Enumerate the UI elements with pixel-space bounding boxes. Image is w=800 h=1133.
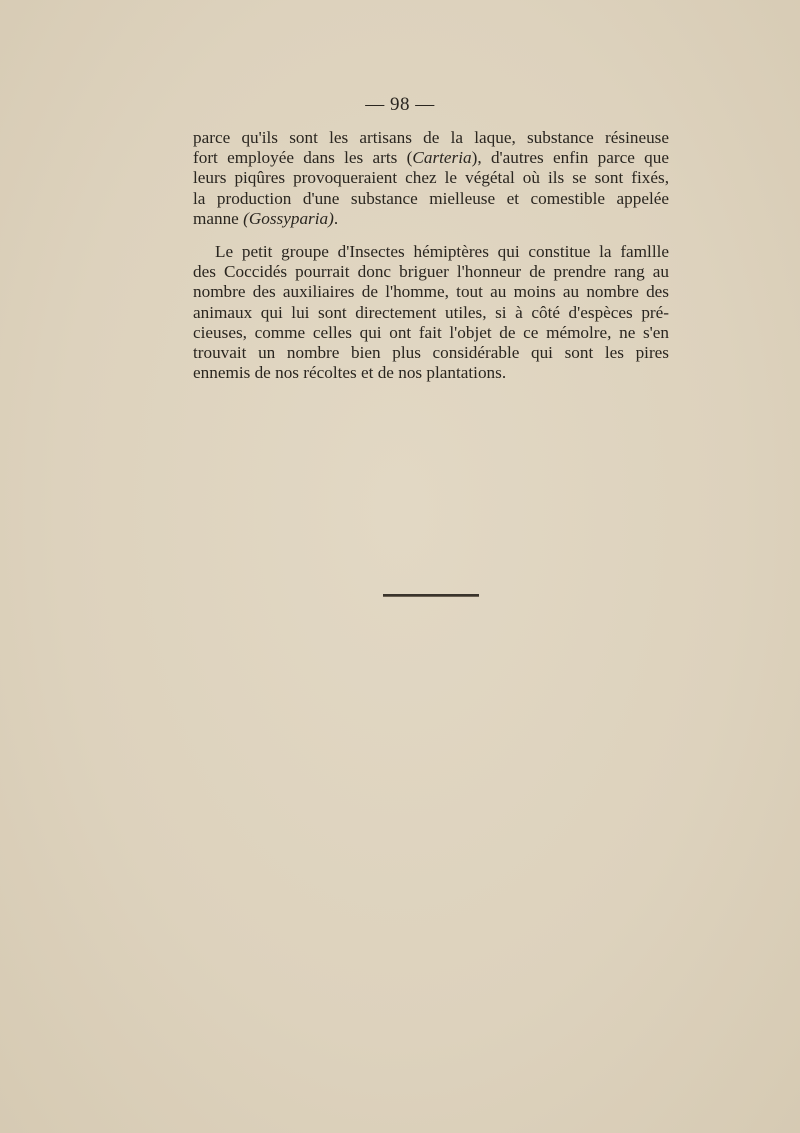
text-line: animaux qui lui sont directement utiles, si à côté d'espèces pré- bbox=[193, 302, 669, 322]
end-rule-divider bbox=[383, 594, 479, 596]
text-line bbox=[193, 209, 669, 229]
text-span: ), d'autres enfin parce que bbox=[471, 148, 669, 168]
text-line: Le petit groupe d'Insectes hémiptères qui constitue la famllle bbox=[215, 242, 669, 261]
text-line: leurs piqûres provoqueraient chez le végétal où ils se sont fixés, bbox=[193, 168, 669, 188]
text-span: manne bbox=[193, 208, 244, 228]
text-line: la production d'une substance mielleuse et comestible appelée bbox=[193, 188, 669, 208]
text-line: ennemis de nos récoltes et de nos plantations. bbox=[193, 363, 507, 383]
text-line: trouvait un nombre bien plus considérable qui sont les pires bbox=[193, 343, 669, 363]
text-span: fort employée dans les arts ( bbox=[193, 148, 413, 168]
text-span: . bbox=[333, 208, 339, 228]
page-number: — 98 — bbox=[365, 94, 435, 115]
paragraph-2 bbox=[193, 242, 669, 383]
paragraph-1 bbox=[193, 128, 669, 229]
italic-genus-name: Carteria bbox=[412, 148, 472, 168]
text-line: nombre des auxiliaires de l'homme, tout au moins au nombre des bbox=[193, 282, 669, 302]
text-line: parce qu'ils sont les artisans de la laque, substance résineuse bbox=[193, 128, 669, 147]
text-line bbox=[193, 148, 669, 168]
text-line: cieuses, comme celles qui ont fait l'objet de ce mémolre, ne s'en bbox=[193, 322, 669, 342]
italic-genus-name: (Gossyparia) bbox=[243, 208, 334, 228]
text-line: des Coccidés pourrait donc briguer l'honneur de prendre rang au bbox=[193, 262, 669, 282]
